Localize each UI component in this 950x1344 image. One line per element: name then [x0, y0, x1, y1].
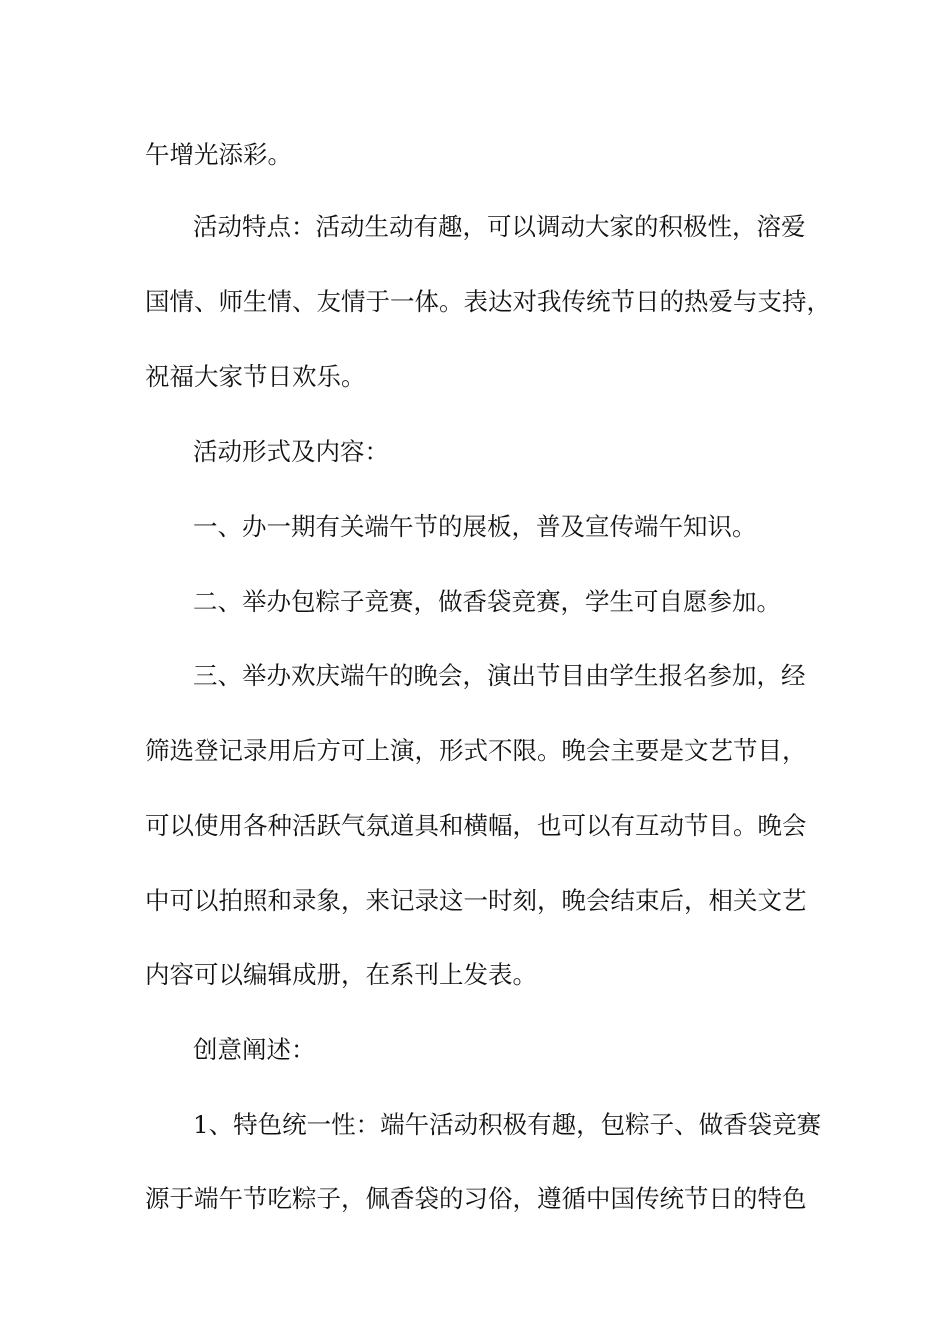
text-line: 国情、师生情、友情于一体。表达对我传统节日的热爱与支持， [145, 287, 831, 316]
text-line: 源于端午节吃粽子，佩香袋的习俗，遵循中国传统节日的特色 [145, 1184, 807, 1213]
section-heading-format: 活动形式及内容： [193, 437, 389, 466]
text-line: 午增光添彩。 [145, 140, 292, 169]
section-heading-creative: 创意阐述： [193, 1035, 316, 1064]
text-line: 中可以拍照和录象，来记录这一时刻，晚会结束后，相关文艺 [145, 886, 807, 915]
text-line: 内容可以编辑成册，在系刊上发表。 [145, 960, 537, 989]
text-line: 筛选登记录用后方可上演，形式不限。晚会主要是文艺节目， [145, 736, 807, 765]
text-line: 可以使用各种活跃气氛道具和横幅，也可以有互动节目。晚会 [145, 811, 807, 840]
list-item-1: 一、办一期有关端午节的展板，普及宣传端午知识。 [193, 512, 757, 541]
list-item-3: 三、举办欢庆端午的晚会，演出节目由学生报名参加，经 [193, 661, 806, 690]
list-item-2: 二、举办包粽子竞赛，做香袋竞赛，学生可自愿参加。 [193, 587, 781, 616]
paragraph-features: 活动特点：活动生动有趣，可以调动大家的积极性，溶爱 [193, 212, 806, 241]
text-line: 祝福大家节日欢乐。 [145, 362, 366, 391]
numbered-item-1: 1、特色统一性：端午活动积极有趣，包粽子、做香袋竞赛 [193, 1110, 822, 1139]
